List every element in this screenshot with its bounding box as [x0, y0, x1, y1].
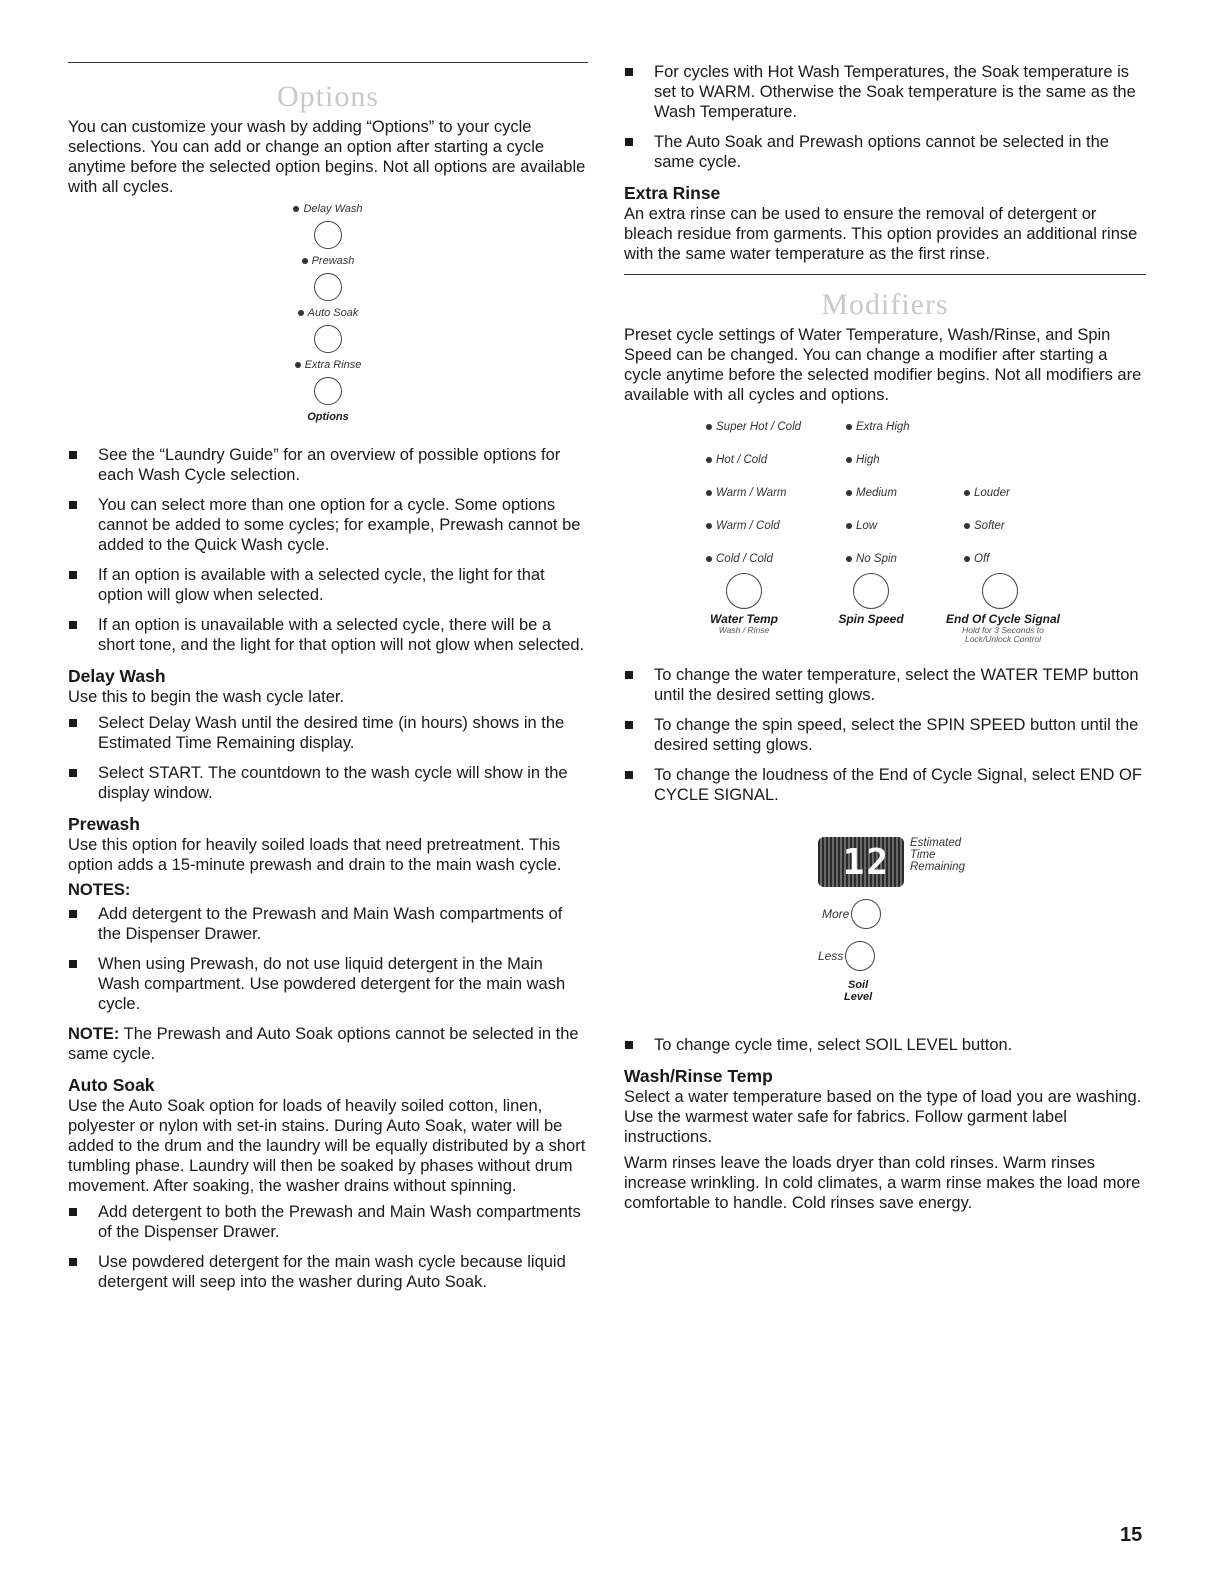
spin-speed-column [846, 419, 910, 584]
water-temp-caption: Water Temp [709, 612, 778, 626]
list-item: The Auto Soak and Prewash options cannot be selected in the same cycle. [624, 132, 1146, 172]
modifier-label: Warm / Cold [716, 520, 780, 532]
options-panel-caption: Options [307, 411, 349, 423]
time-display-label: Estimated Time Remaining [910, 837, 965, 873]
list-item: Select Delay Wash until the desired time (in hours) shows in the Estimated Time Remaining display. [68, 713, 588, 753]
list-item: To change the spin speed, select the SPIN SPEED button until the desired setting glows. [624, 715, 1146, 755]
option-button-icon [314, 273, 342, 301]
extra-rinse-text: An extra rinse can be used to ensure the removal of detergent or bleach residue from garments. This option provides an additional rinse with the same water temperature as the first rinse. [624, 205, 1138, 263]
less-label: Less [818, 949, 844, 963]
prewash-text: Use this option for heavily soiled loads that need pretreatment. This option adds a 15-minute prewash and drain to the main wash cycle. [68, 836, 562, 874]
modifier-label: Softer [974, 520, 1005, 532]
spin-speed-button-icon [853, 573, 889, 609]
indicator-light-icon [302, 258, 308, 264]
list-item: If an option is unavailable with a selected cycle, there will be a short tone, and the light for that option will not glow when selected. [68, 615, 588, 655]
indicator-light-icon [846, 490, 852, 496]
list-item: Add detergent to the Prewash and Main Wash compartments of the Dispenser Drawer. [68, 904, 588, 944]
list-item: Add detergent to both the Prewash and Main Wash compartments of the Dispenser Drawer. [68, 1202, 588, 1242]
list-item: If an option is available with a selected cycle, the light for that option will glow when selected. [68, 565, 588, 605]
indicator-light-icon [964, 490, 970, 496]
list-item: To change the loudness of the End of Cycle Signal, select END OF CYCLE SIGNAL. [624, 765, 1146, 805]
soak-bullets [624, 62, 1146, 172]
prewash-heading: Prewash [68, 814, 140, 834]
indicator-light-icon [706, 556, 712, 562]
option-button-icon [314, 325, 342, 353]
options-title: Options [276, 80, 379, 113]
note-label: NOTE: [68, 1025, 120, 1043]
option-label: Delay Wash [303, 203, 363, 215]
less-button-icon [845, 941, 875, 971]
option-label: Extra Rinse [304, 359, 362, 371]
modifier-label: Low [856, 520, 878, 532]
water-temp-subcaption: Wash / Rinse [718, 625, 770, 635]
indicator-light-icon [295, 362, 301, 368]
spin-speed-caption: Spin Speed [838, 612, 904, 626]
modifier-label: Super Hot / Cold [716, 421, 802, 433]
end-signal-column [964, 485, 1010, 584]
water-temp-button-icon [726, 573, 762, 609]
prewash-bullets [68, 904, 588, 1014]
indicator-light-icon [846, 424, 852, 430]
wash-rinse-temp-para2: Warm rinses leave the loads dryer than cold rinses. Warm rinses increase wrinkling. In cold climates, a warm rinse makes the load more comfortable to handle. Cold rinses save energy. [624, 1154, 1141, 1212]
section-divider [624, 274, 1146, 275]
indicator-light-icon [293, 206, 299, 212]
wash-rinse-temp-heading: Wash/Rinse Temp [624, 1066, 773, 1086]
less-row [818, 941, 875, 971]
indicator-light-icon [706, 424, 712, 430]
right-column [624, 62, 1146, 1219]
wash-rinse-temp-para1: Select a water temperature based on the type of load you are washing. Use the warmest water safe for fabrics. Follow garment label instructions. [624, 1088, 1142, 1146]
indicator-light-icon [706, 490, 712, 496]
modifiers-intro: Preset cycle settings of Water Temperature, Wash/Rinse, and Spin Speed can be changed. You can change a modifier after starting a cycle anytime before the selected modifier begins. Not all modifiers are available with all cycles and options. [624, 326, 1142, 404]
indicator-light-icon [964, 523, 970, 529]
end-signal-caption-block [940, 612, 1066, 644]
delay-wash-text: Use this to begin the wash cycle later. [68, 688, 345, 706]
modifiers-bullets [624, 665, 1146, 805]
more-label: More [822, 907, 850, 921]
spin-speed-caption-block [823, 612, 919, 626]
extra-rinse-heading: Extra Rinse [624, 183, 721, 203]
list-item: You can select more than one option for a cycle. Some options cannot be added to some cycles; for example, Prewash cannot be added to the Quick Wash cycle. [68, 495, 588, 555]
indicator-light-icon [846, 556, 852, 562]
modifier-label: Extra High [856, 421, 910, 433]
indicator-light-icon [706, 523, 712, 529]
delay-wash-option [293, 203, 362, 249]
auto-soak-option [298, 307, 359, 353]
list-item: See the “Laundry Guide” for an overview of possible options for each Wash Cycle selection. [68, 445, 588, 485]
left-column [68, 62, 588, 1302]
option-label: Auto Soak [307, 307, 359, 319]
prewash-note [68, 1024, 588, 1064]
options-intro: You can customize your wash by adding “Options” to your cycle selections. You can add or change an option after starting a cycle anytime before the selected option begins. Not all options are available with all cycles. [68, 118, 586, 196]
modifier-label: Medium [856, 487, 897, 499]
options-panel-diagram [68, 203, 588, 423]
more-button-icon [851, 899, 881, 929]
auto-soak-text: Use the Auto Soak option for loads of heavily soiled cotton, linen, polyester or nylon with set-in stains. During Auto Soak, water will be added to the drum and the laundry will be equally distributed by a short tumbling phase. Laundry will then be soaked by phases without drum movement. After soaking, the washer drains without spinning. [68, 1097, 586, 1195]
modifier-label: Cold / Cold [716, 553, 773, 565]
auto-soak-heading: Auto Soak [68, 1075, 155, 1095]
delay-wash-bullets [68, 713, 588, 803]
list-item: For cycles with Hot Wash Temperatures, the Soak temperature is set to WARM. Otherwise the Soak temperature is the same as the Wash Temperature. [624, 62, 1146, 122]
modifiers-title: Modifiers [821, 288, 949, 321]
time-display [818, 837, 904, 887]
notes-label: NOTES: [68, 881, 131, 899]
end-signal-caption: End Of Cycle Signal [945, 612, 1061, 626]
modifiers-panel-diagram [624, 419, 1146, 651]
option-button-icon [314, 221, 342, 249]
indicator-light-icon [298, 310, 304, 316]
delay-wash-heading: Delay Wash [68, 666, 166, 686]
modifier-label: No Spin [856, 553, 897, 565]
modifier-label: Louder [974, 487, 1010, 499]
indicator-light-icon [846, 457, 852, 463]
soil-level-panel-diagram [624, 819, 1146, 1019]
soil-bullets [624, 1035, 1146, 1055]
end-signal-subcaption: Hold for 3 Seconds to Lock/Unlock Control [962, 625, 1044, 644]
options-bullets [68, 445, 588, 655]
auto-soak-bullets [68, 1202, 588, 1292]
page-number: 15 [1120, 1524, 1143, 1546]
option-button-icon [314, 377, 342, 405]
note-text: The Prewash and Auto Soak options cannot be selected in the same cycle. [68, 1025, 579, 1063]
more-row [822, 899, 881, 929]
end-signal-button-icon [982, 573, 1018, 609]
list-item: Select START. The countdown to the wash cycle will show in the display window. [68, 763, 588, 803]
indicator-light-icon [706, 457, 712, 463]
list-item: To change cycle time, select SOIL LEVEL button. [624, 1035, 1146, 1055]
time-display-value: 12 [842, 841, 890, 883]
water-temp-caption-block [696, 612, 792, 635]
list-item: When using Prewash, do not use liquid detergent in the Main Wash compartment. Use powdered detergent for the main wash cycle. [68, 954, 588, 1014]
modifier-label: Off [974, 553, 990, 565]
prewash-option [302, 255, 355, 301]
indicator-light-icon [964, 556, 970, 562]
modifier-label: Warm / Warm [716, 487, 787, 499]
extra-rinse-option [295, 359, 362, 405]
modifier-label: Hot / Cold [716, 454, 768, 466]
list-item: Use powdered detergent for the main wash cycle because liquid detergent will seep into the washer during Auto Soak. [68, 1252, 588, 1292]
indicator-light-icon [846, 523, 852, 529]
list-item: To change the water temperature, select the WATER TEMP button until the desired setting glows. [624, 665, 1146, 705]
option-label: Prewash [311, 255, 355, 267]
soil-level-caption: Soil Level [844, 979, 873, 1003]
water-temp-column [706, 419, 801, 584]
modifier-label: High [856, 454, 880, 466]
